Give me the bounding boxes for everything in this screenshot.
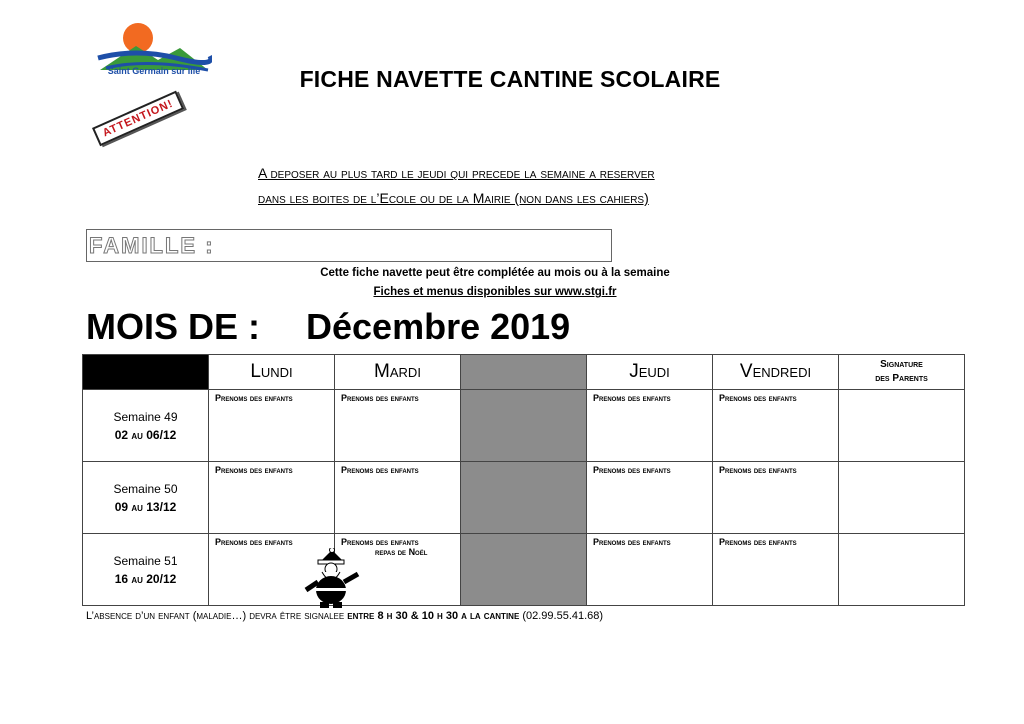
cell-label: Prenoms des enfants: [593, 393, 671, 403]
week-dates: 16 au 20/12: [114, 571, 177, 586]
month-label: MOIS DE :: [86, 306, 261, 347]
cell-label: Prenoms des enfants: [341, 393, 419, 403]
mercredi-closed: [461, 534, 587, 606]
jeudi-entry[interactable]: [587, 462, 713, 534]
attention-stamp: ATTENTION!: [92, 91, 184, 147]
week-cell: [83, 390, 209, 462]
cell-label: Prenoms des enfants: [215, 537, 293, 547]
cell-label: Prenoms des enfants: [719, 465, 797, 475]
instruction-line-2: dans les boites de l’Ecole ou de la Mairie (non dans les cahiers): [258, 190, 649, 206]
header-vendredi: Vendredi: [713, 355, 839, 390]
absence-notice-hours: entre 8 h 30 & 10 h 30 a la cantine: [347, 610, 520, 622]
header-mardi: Mardi: [335, 355, 461, 390]
week-cell: [83, 462, 209, 534]
absence-notice-text: L’absence d’un enfant (maladie…) devra être signalee: [86, 610, 348, 622]
vendredi-entry[interactable]: [713, 390, 839, 462]
lundi-entry[interactable]: [209, 390, 335, 462]
mardi-entry[interactable]: [335, 390, 461, 462]
signature-entry[interactable]: [839, 462, 965, 534]
canteen-phone: (02.99.55.41.68): [519, 610, 604, 622]
table-header-row: [83, 355, 965, 390]
month-value: Décembre 2019: [306, 306, 571, 347]
mercredi-closed: [461, 462, 587, 534]
cell-label: Prenoms des enfants: [215, 393, 293, 403]
header-jeudi: Jeudi: [587, 355, 713, 390]
week-number: Semaine 50: [113, 481, 178, 496]
completion-note: Cette fiche navette peut être complétée au mois ou à la semaine: [320, 267, 670, 279]
header-signature: [839, 355, 965, 390]
corner-cell: [83, 355, 209, 390]
lundi-entry[interactable]: [209, 462, 335, 534]
logo-caption: Saint Germain sur Ille: [107, 66, 201, 76]
week-number: Semaine 49: [113, 409, 178, 424]
week-cell: [83, 534, 209, 606]
signature-label-1: Signature: [880, 359, 923, 370]
absence-notice: [86, 610, 603, 622]
table-row: [83, 462, 965, 534]
cell-label: Prenoms des enfants: [341, 537, 419, 547]
cell-label: Prenoms des enfants: [593, 537, 671, 547]
schedule-table: [82, 354, 965, 606]
cell-label: Prenoms des enfants: [719, 537, 797, 547]
header-lundi: Lundi: [209, 355, 335, 390]
signature-label-2: des Parents: [875, 373, 928, 384]
christmas-meal-note: repas de Noël: [375, 547, 428, 557]
cell-label: Prenoms des enfants: [593, 465, 671, 475]
week-number: Semaine 51: [113, 553, 178, 568]
signature-entry[interactable]: [839, 390, 965, 462]
vendredi-entry[interactable]: [713, 462, 839, 534]
website-note: Fiches et menus disponibles sur www.stgi.fr: [373, 286, 617, 298]
cell-label: Prenoms des enfants: [341, 465, 419, 475]
week-dates: 09 au 13/12: [114, 499, 177, 514]
vendredi-entry[interactable]: [713, 534, 839, 606]
table-row: [83, 390, 965, 462]
jeudi-entry[interactable]: [587, 390, 713, 462]
signature-entry[interactable]: [839, 534, 965, 606]
page-title: FICHE NAVETTE CANTINE SCOLAIRE: [299, 66, 721, 92]
table-row: [83, 534, 965, 606]
instruction-line-1: A deposer au plus tard le jeudi qui precede la semaine a reserver: [258, 165, 655, 181]
cell-label: Prenoms des enfants: [719, 393, 797, 403]
mardi-entry[interactable]: [335, 462, 461, 534]
santa-icon: [302, 548, 362, 610]
jeudi-entry[interactable]: [587, 534, 713, 606]
famille-label: FAMILLE :: [89, 233, 215, 258]
municipality-logo: [96, 18, 212, 92]
header-mercredi-closed: [461, 355, 587, 390]
cell-label: Prenoms des enfants: [215, 465, 293, 475]
famille-field[interactable]: [86, 229, 612, 262]
mercredi-closed: [461, 390, 587, 462]
week-dates: 02 au 06/12: [114, 427, 177, 442]
